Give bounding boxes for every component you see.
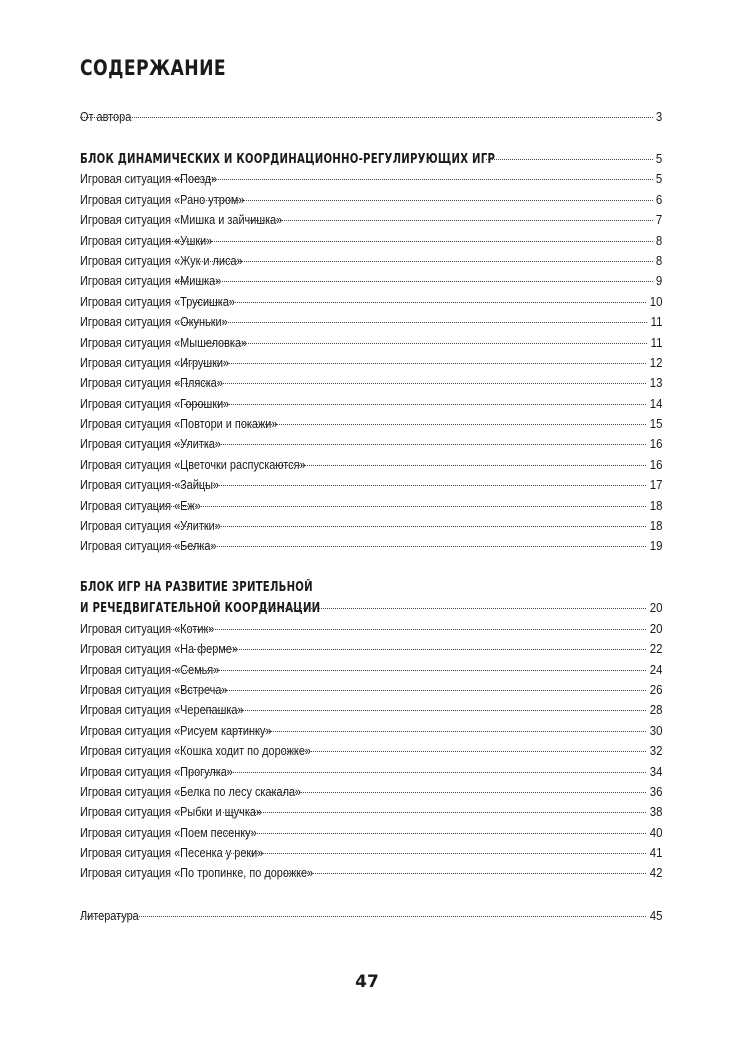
toc-entry-label: Игровая ситуация «Семья» <box>80 661 220 677</box>
toc-entry-label: Игровая ситуация «Мишка» <box>80 273 222 289</box>
toc-entry-page: 40 <box>649 824 662 840</box>
toc-entry[interactable] <box>80 231 662 251</box>
toc-entry-label: Игровая ситуация «На ферме» <box>80 641 238 657</box>
toc-block-dynamic <box>80 149 662 557</box>
dot-leader <box>174 526 646 527</box>
dot-leader <box>281 751 645 752</box>
dot-leader <box>202 200 653 201</box>
section-heading-line1 <box>80 578 662 598</box>
toc-entry-page: 30 <box>649 722 662 738</box>
toc-entry-page: 18 <box>649 497 662 513</box>
page-title: СОДЕРЖАНИЕ <box>80 56 227 80</box>
toc-intro <box>80 107 662 127</box>
toc-entry-label: Игровая ситуация «Рисуем картинку» <box>80 722 272 738</box>
toc-entry-page: 13 <box>649 375 662 391</box>
toc-entry-label: Игровая ситуация «Улитка» <box>80 436 222 452</box>
toc-entry-page: 6 <box>655 191 662 207</box>
toc-entry-page: 16 <box>649 436 662 452</box>
toc-entry[interactable] <box>80 843 662 863</box>
dot-leader <box>175 281 653 282</box>
toc-entry-label: Игровая ситуация «Пляска» <box>80 375 223 391</box>
toc-entry-page: 14 <box>649 395 662 411</box>
toc-entry-intro[interactable] <box>80 107 662 127</box>
toc-entry-label: Игровая ситуация «Повтори и покажи» <box>80 416 278 432</box>
dot-leader <box>234 731 645 732</box>
toc-entry[interactable] <box>80 353 662 373</box>
toc-entry-list <box>80 619 662 884</box>
toc-entry[interactable] <box>80 169 662 189</box>
toc-entry-page: 9 <box>655 273 662 289</box>
dot-leader <box>247 220 653 221</box>
toc-entry-label: Игровая ситуация «Котик» <box>80 620 215 636</box>
toc-entry-page: 41 <box>649 845 662 861</box>
toc-entry-label: Игровая ситуация «Белка» <box>80 538 217 554</box>
toc-entry[interactable] <box>80 190 662 210</box>
toc-entry[interactable] <box>80 333 662 353</box>
dot-leader <box>270 792 646 793</box>
toc-entry-label: Игровая ситуация «Зайцы» <box>80 477 220 493</box>
toc-literature <box>80 906 662 926</box>
toc-entry-page: 18 <box>649 518 662 534</box>
toc-entry-label: Игровая ситуация «По тропинке, по дорожке» <box>80 865 314 881</box>
dot-leader <box>174 444 645 445</box>
toc-entry-label: Игровая ситуация «Рано утром» <box>80 191 245 207</box>
toc-entry[interactable] <box>80 721 662 741</box>
toc-entry[interactable] <box>80 639 662 659</box>
toc-section-heading[interactable] <box>80 149 662 169</box>
dot-leader <box>486 159 653 160</box>
toc-entry[interactable] <box>80 394 662 414</box>
toc-entry[interactable] <box>80 782 662 802</box>
dot-leader <box>275 465 646 466</box>
dot-leader <box>225 853 646 854</box>
dot-leader <box>191 302 646 303</box>
toc-entry-page: 3 <box>655 109 662 124</box>
toc-entry-label: От автора <box>80 109 132 124</box>
toc-entry[interactable] <box>80 251 662 271</box>
dot-leader <box>205 343 646 344</box>
toc-block-coordination <box>80 578 662 884</box>
toc-entry-label: Игровая ситуация «Белка по лесу скакала» <box>80 783 302 799</box>
toc-entry-page: 5 <box>655 171 662 187</box>
toc-entry-label: Игровая ситуация «Черепашка» <box>80 702 244 718</box>
toc-entry-page: 10 <box>649 293 662 309</box>
toc-entry-page: 45 <box>649 908 662 923</box>
toc-entry[interactable] <box>80 271 662 291</box>
toc-entry[interactable] <box>80 863 662 883</box>
toc-entry-label: Игровая ситуация «Улитки» <box>80 518 221 534</box>
toc-entry-page: 16 <box>649 456 662 472</box>
toc-entry-label: Игровая ситуация «Ушки» <box>80 232 213 248</box>
dot-leader <box>217 833 646 834</box>
toc-entry[interactable] <box>80 700 662 720</box>
toc-entry[interactable] <box>80 414 662 434</box>
toc-entry-page: 11 <box>650 334 662 350</box>
toc-entry[interactable] <box>80 536 662 556</box>
toc-entry[interactable] <box>80 475 662 495</box>
toc-entry-page: 19 <box>649 538 662 554</box>
toc-entry[interactable] <box>80 619 662 639</box>
dot-leader <box>194 649 645 650</box>
toc-entry[interactable] <box>80 373 662 393</box>
toc-entry-page: 7 <box>655 212 662 228</box>
toc-entry[interactable] <box>80 210 662 230</box>
toc-entry-list <box>80 169 662 556</box>
section-heading-label: И РЕЧЕДВИГАТЕЛЬНОЙ КООРДИНАЦИИ <box>80 601 321 617</box>
toc-entry-label: Игровая ситуация «Трусишка» <box>80 293 235 309</box>
toc-entry-label: Игровая ситуация «Окуньки» <box>80 314 228 330</box>
dot-leader <box>262 608 645 609</box>
toc-entry-label: Игровая ситуация «Мишка и зайчишка» <box>80 212 283 228</box>
toc-entry-label: Игровая ситуация «Цветочки распускаются» <box>80 456 306 472</box>
toc-entry[interactable] <box>80 312 662 332</box>
section-heading-label: БЛОК ДИНАМИЧЕСКИХ И КООРДИНАЦИОННО-РЕГУЛИРУЮЩИХ ИГР <box>80 152 496 167</box>
toc-entry[interactable] <box>80 496 662 516</box>
toc-entry[interactable] <box>80 455 662 475</box>
toc-entry-label: Игровая ситуация «Горошки» <box>80 395 230 411</box>
dot-leader <box>284 873 646 874</box>
dot-leader <box>188 772 645 773</box>
dot-leader <box>241 424 645 425</box>
section-heading-label: БЛОК ИГР НА РАЗВИТИЕ ЗРИТЕЛЬНОЙ <box>80 580 313 595</box>
dot-leader <box>223 812 646 813</box>
dot-leader <box>169 546 646 547</box>
toc-entry[interactable] <box>80 680 662 700</box>
page-number: 47 <box>355 972 379 992</box>
toc-entry-page: 22 <box>649 641 662 657</box>
toc-entry[interactable] <box>80 802 662 822</box>
toc-entry-page: 28 <box>649 702 662 718</box>
toc-entry-literature[interactable] <box>80 906 662 926</box>
dot-leader <box>182 322 646 323</box>
toc-entry-label: Игровая ситуация «Поем песенку» <box>80 824 257 840</box>
dot-leader <box>80 916 646 917</box>
toc-entry[interactable] <box>80 823 662 843</box>
toc-entry-page: 5 <box>655 151 662 166</box>
dot-leader <box>184 404 645 405</box>
toc-entry[interactable] <box>80 660 662 680</box>
toc-entry-page: 36 <box>649 783 662 799</box>
toc-entry-page: 38 <box>649 804 662 820</box>
toc-entry-label: Игровая ситуация «Кошка ходит по дорожке» <box>80 743 311 759</box>
toc-entry-label: Игровая ситуация «Песенка у реки» <box>80 845 264 861</box>
toc-entry-label: Игровая ситуация «Встреча» <box>80 681 228 697</box>
toc-entry-page: 26 <box>649 681 662 697</box>
toc-entry[interactable] <box>80 762 662 782</box>
toc-entry-page: 12 <box>649 354 662 370</box>
toc-entry-page: 42 <box>649 865 662 881</box>
toc-entry-page: 20 <box>649 620 662 636</box>
toc-entry-page: 15 <box>649 416 662 432</box>
dot-leader <box>182 690 646 691</box>
toc-entry[interactable] <box>80 434 662 454</box>
dot-leader <box>200 261 653 262</box>
toc-entry[interactable] <box>80 741 662 761</box>
dot-leader <box>170 179 653 180</box>
dot-leader <box>80 117 653 118</box>
toc-entry-page: 24 <box>649 661 662 677</box>
dot-leader <box>172 485 646 486</box>
toc-entry-page: 8 <box>655 232 662 248</box>
toc-entry[interactable] <box>80 516 662 536</box>
toc-entry-label: Игровая ситуация «Жук и лиса» <box>80 252 243 268</box>
dot-leader <box>164 241 653 242</box>
toc-entry-label: Игровая ситуация «Поезд» <box>80 171 218 187</box>
toc-entry-page: 34 <box>649 763 662 779</box>
toc-entry-label: Игровая ситуация «Еж» <box>80 497 201 513</box>
toc-entry[interactable] <box>80 292 662 312</box>
toc-entry-page: 20 <box>649 600 662 616</box>
toc-entry-label: Игровая ситуация «Рыбки и щучка» <box>80 804 263 820</box>
toc-entry-label: Игровая ситуация «Мышеловка» <box>80 334 248 350</box>
toc-section-heading[interactable] <box>80 598 662 618</box>
toc-entry-label: Игровая ситуация «Игрушки» <box>80 354 230 370</box>
dot-leader <box>184 363 646 364</box>
toc-entry-page: 11 <box>650 314 662 330</box>
dot-leader <box>150 506 645 507</box>
dot-leader <box>172 670 645 671</box>
toc-entry-page: 8 <box>655 252 662 268</box>
dot-leader <box>176 383 645 384</box>
toc-entry-page: 17 <box>649 477 662 493</box>
toc-entry-label: Игровая ситуация «Прогулка» <box>80 763 233 779</box>
dot-leader <box>201 710 645 711</box>
toc-entry-label: Литература <box>80 908 139 923</box>
dot-leader <box>166 629 645 630</box>
toc-entry-page: 32 <box>649 743 662 759</box>
